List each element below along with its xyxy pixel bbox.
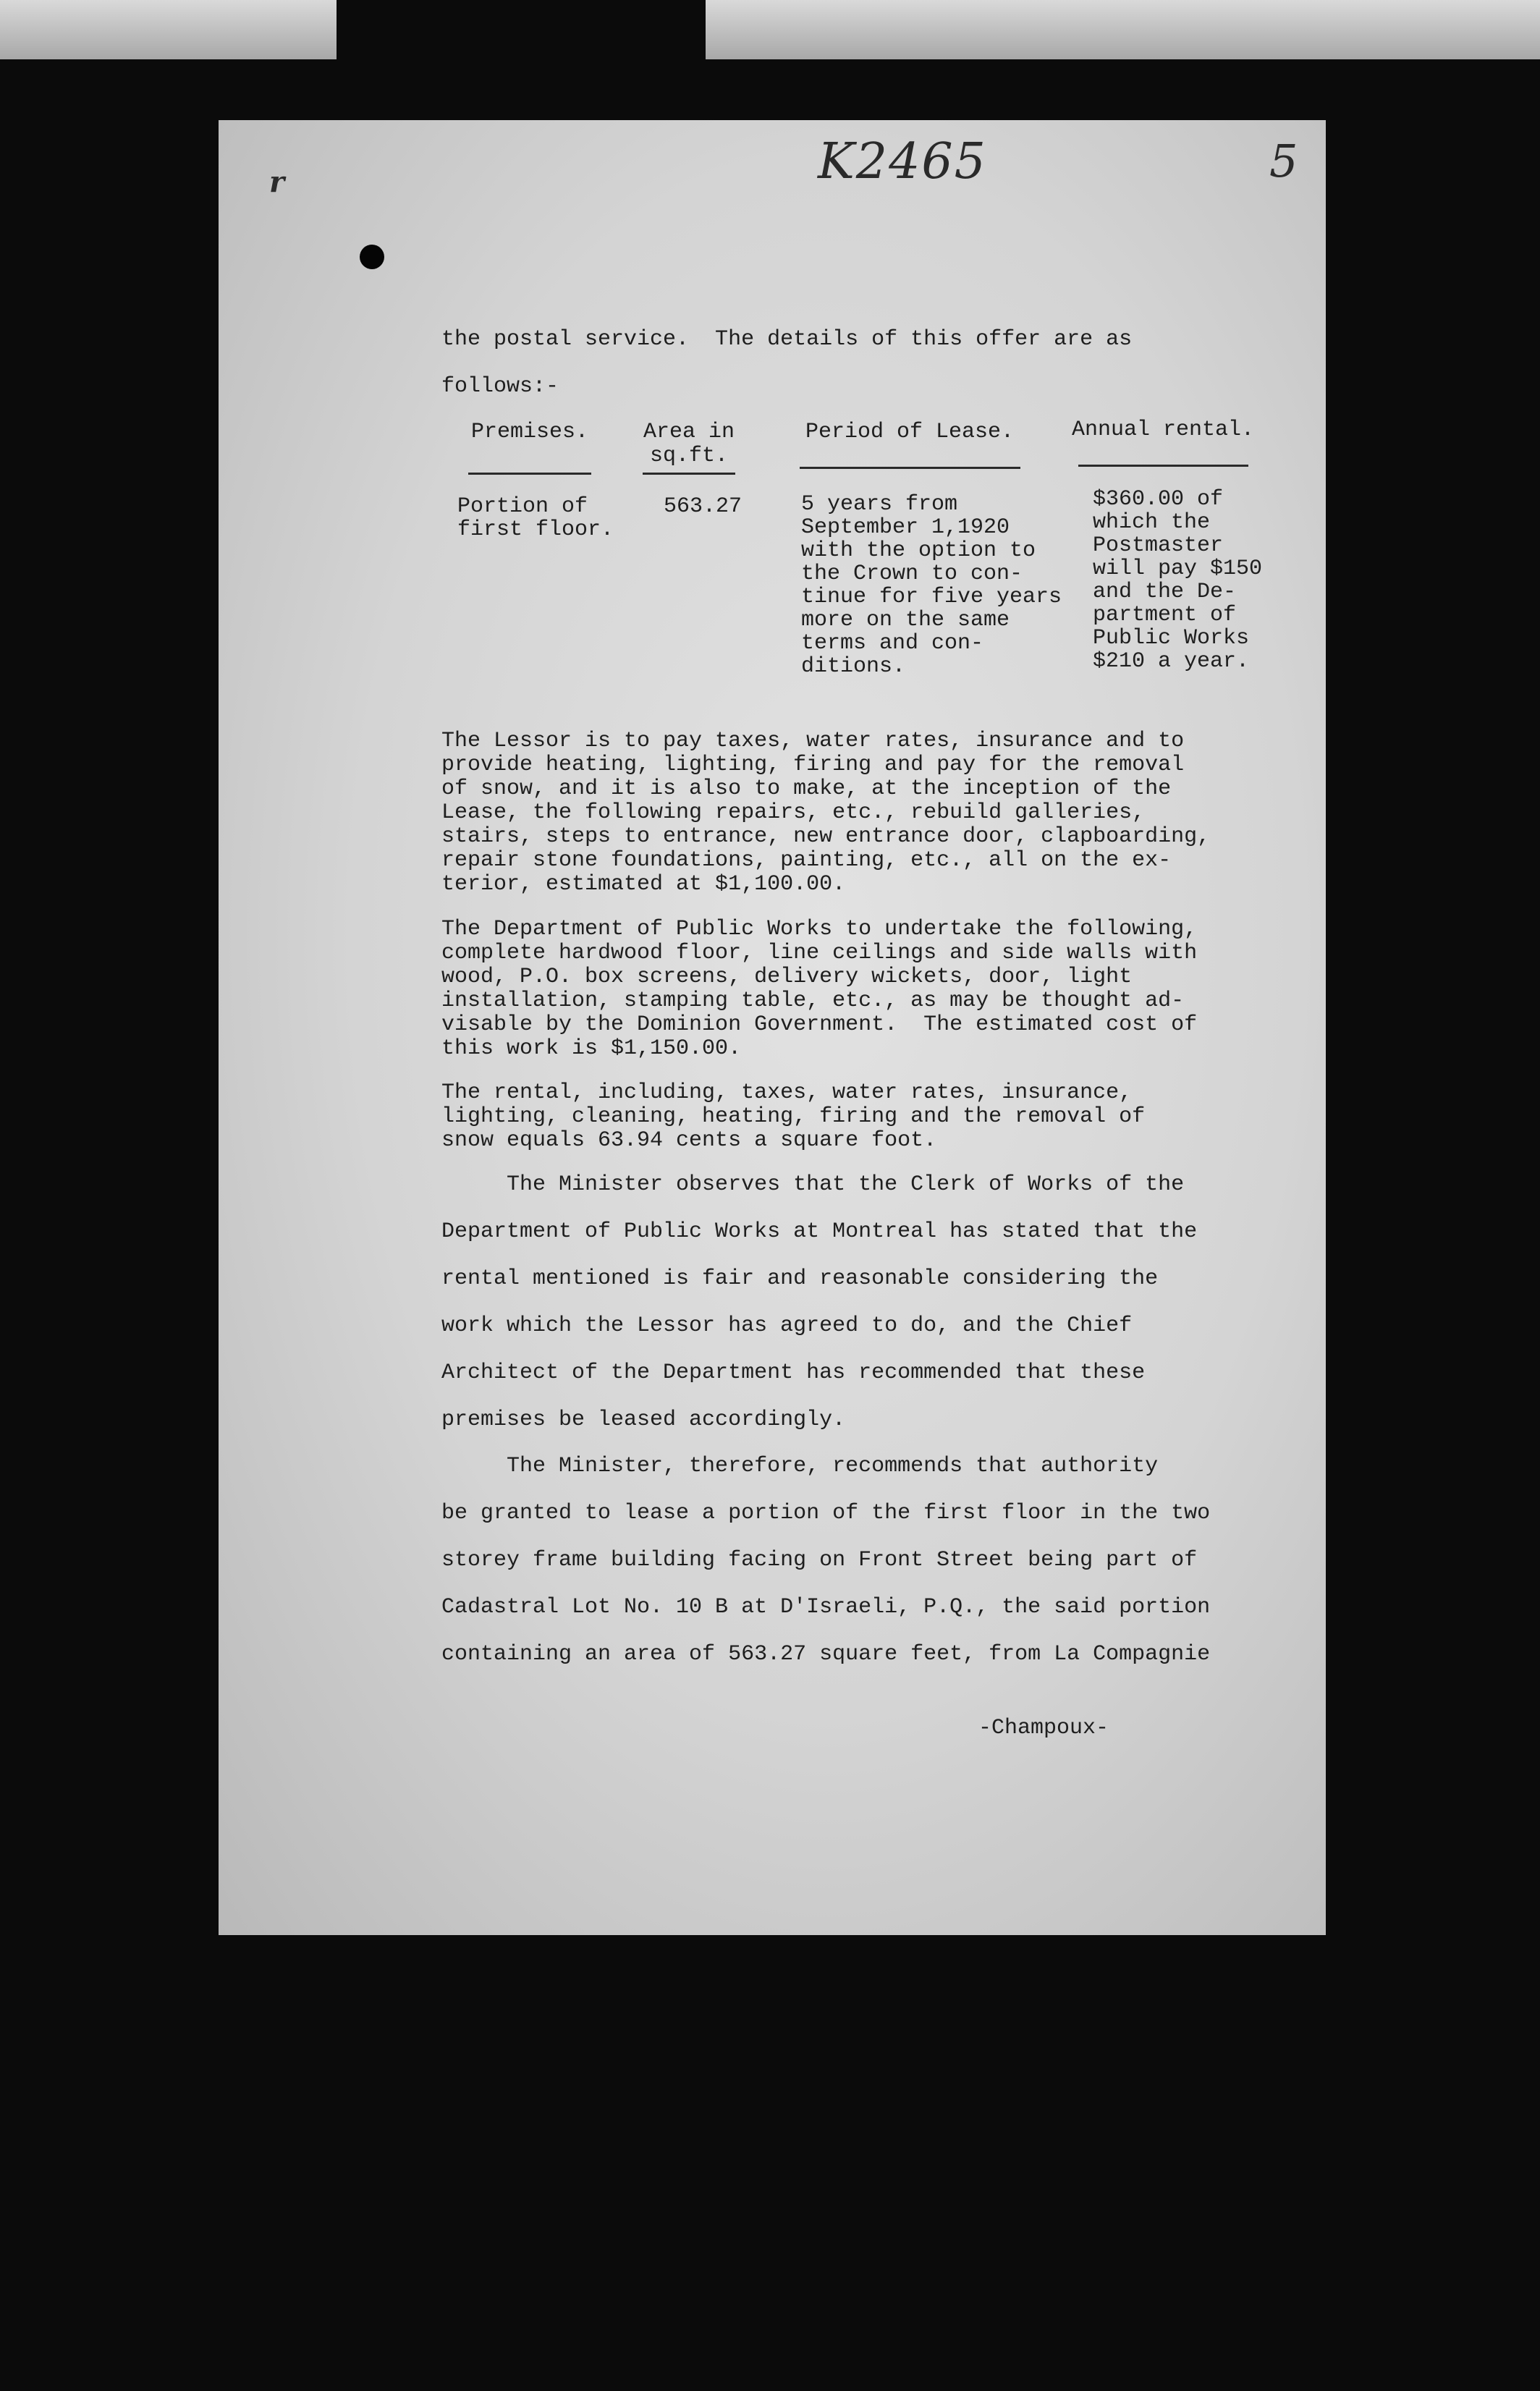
paragraph-observes: The Minister observes that the Clerk of Works of the Department of Public Works at Montreal has stated that the rental mentioned is fair and reasonable considering the work which the Lessor has agreed to do, and the Chief Architect of the Department has recommended that these premises be leased accordingly. [441, 1172, 1198, 1432]
table-header-area: Area in sq.ft. [643, 420, 735, 468]
paragraph-rental: The rental, including, taxes, water rates, insurance, lighting, cleaning, heating, firing and the removal of snow equals 63.94 cents a square foot. [441, 1080, 1146, 1153]
punch-hole [360, 245, 384, 269]
table-header-premises: Premises. [470, 420, 589, 444]
intro-line-2: follows:- [441, 374, 559, 399]
intro-line-1: the postal service. The details of this offer are as [441, 327, 1133, 352]
page-number-annotation: 5 [1269, 135, 1298, 187]
header-rule-period [800, 467, 1020, 469]
header-rule-premises [468, 473, 591, 475]
catchword: -Champoux- [978, 1716, 1109, 1740]
paragraph-lessor: The Lessor is to pay taxes, water rates, insurance and to provide heating, lighting, firing and pay for the removal of snow, and it is also to make, at the inception of the Lease, the following repairs, etc., rebuild galleries, stairs, steps to entrance, new entrance door, clapboarding, repair stone foundations, painting, etc., all on the ex- terior, estimated at $1,100.00. [441, 729, 1211, 897]
table-cell-rental: $360.00 of which the Postmaster will pay $150 and the De- partment of Public Works $210 a year. [1093, 487, 1263, 674]
paragraph-department: The Department of Public Works to undertake the following, complete hardwood floor, line ceilings and side walls with wood, P.O. box screens, delivery wickets, door, light installation, stamping table, etc., as may be thought ad- visable by the Dominion Government. The estimated cost of this work is $1,150.00. [441, 917, 1198, 1061]
document-page [219, 120, 1326, 1935]
file-number-annotation: K2465 [818, 133, 987, 190]
table-header-rental: Annual rental. [1071, 418, 1255, 442]
table-cell-premises: Portion of first floor. [457, 494, 614, 542]
table-header-period: Period of Lease. [805, 420, 1015, 444]
paragraph-recommends: The Minister, therefore, recommends that authority be granted to lease a portion of the first floor in the two storey frame building facing on Front Street being part of Cadastral Lot No. 10 B at D'Israeli, P.Q., the said portion containing an area of 563.27 square feet, from La Compagnie [441, 1454, 1211, 1667]
table-cell-area: 563.27 [664, 494, 742, 519]
film-strip-right [706, 0, 1540, 59]
table-cell-period: 5 years from September 1,1920 with the option to the Crown to con- tinue for five years more on the same terms and con- ditions. [801, 492, 1062, 679]
header-rule-rental [1078, 465, 1248, 467]
film-strip-left [0, 0, 337, 59]
header-rule-area [643, 473, 735, 475]
corner-mark: r [269, 165, 285, 199]
